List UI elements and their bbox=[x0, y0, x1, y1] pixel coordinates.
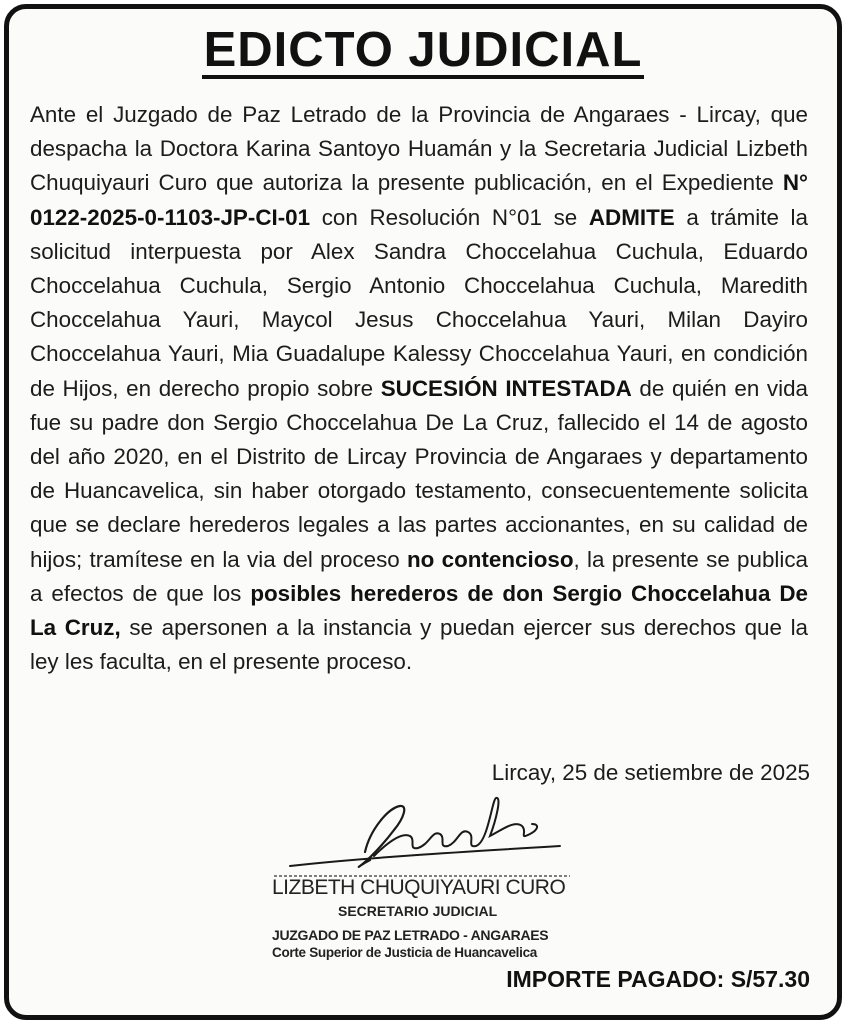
edict-body-text bbox=[30, 98, 808, 679]
edict-title bbox=[0, 22, 846, 79]
body-text-segment: se apersonen a la instancia y puedan ejercer sus derechos que la ley les faculta, en el presente proceso. bbox=[30, 615, 808, 675]
body-text-segment: con Resolución N°01 se bbox=[310, 204, 589, 230]
stamp-name: LIZBETH CHUQUIYAURI CURO bbox=[272, 876, 566, 899]
stamp-court: JUZGADO DE PAZ LETRADO - ANGARAES bbox=[272, 927, 549, 943]
edict-date-line: Lircay, 25 de setiembre de 2025 bbox=[491, 760, 810, 785]
handwritten-signature bbox=[270, 790, 580, 885]
body-text-segment: a trámite la solicitud interpuesta por Alex Sandra Choccelahua Cuchula, Eduardo Choccelahua Cuchula, Sergio Antonio Choccelahua Cuchula, Maredith Choccelahua Yauri, Maycol Jesus Choccelahua Yauri, Milan Dayiro Choccelahua Yauri, Mia Guadalupe Kalessy Choccelahua Yauri, en condición de Hijos, en derecho propio sobre bbox=[30, 204, 808, 401]
importe-pagado: IMPORTE PAGADO: S/57.30 bbox=[506, 966, 810, 992]
body-bold-segment: no contencioso bbox=[407, 546, 574, 572]
body-bold-segment: posibles herederos de don Sergio Choccelahua De La Cruz, bbox=[30, 580, 808, 641]
stamp-role: SECRETARIO JUDICIAL bbox=[338, 903, 498, 919]
body-bold-segment: N° 0122-2025-0-1103-JP-CI-01 bbox=[30, 170, 808, 230]
stamp-corte: Corte Superior de Justicia de Huancavelica bbox=[272, 945, 538, 960]
body-text-segment: de quién en vida fue su padre don Sergio Choccelahua De La Cruz, fallecido el 14 de agosto del año 2020, en el Distrito de Lircay Provincia de Angaraes y departamento de Huancavelica, sin haber otorgado testamento, consecuentemente solicita que se declare herederos legales a las partes accionantes, en su calidad de hijos; tramítese en la via del proceso bbox=[30, 375, 808, 572]
body-text-segment: , la presente se publica a efectos de que los bbox=[30, 546, 808, 606]
edict-title-text: EDICTO JUDICIAL bbox=[203, 23, 643, 77]
body-text-segment: Ante el Juzgado de Paz Letrado de la Provincia de Angaraes - Lircay, que despacha la Doctora Karina Santoyo Huamán y la Secretaria Judicial Lizbeth Chuquiyauri Curo que autoriza la presente publicación, en el Expediente bbox=[30, 102, 808, 196]
body-bold-segment: SUCESIÓN INTESTADA bbox=[380, 375, 632, 401]
body-bold-segment: ADMITE bbox=[588, 204, 675, 230]
